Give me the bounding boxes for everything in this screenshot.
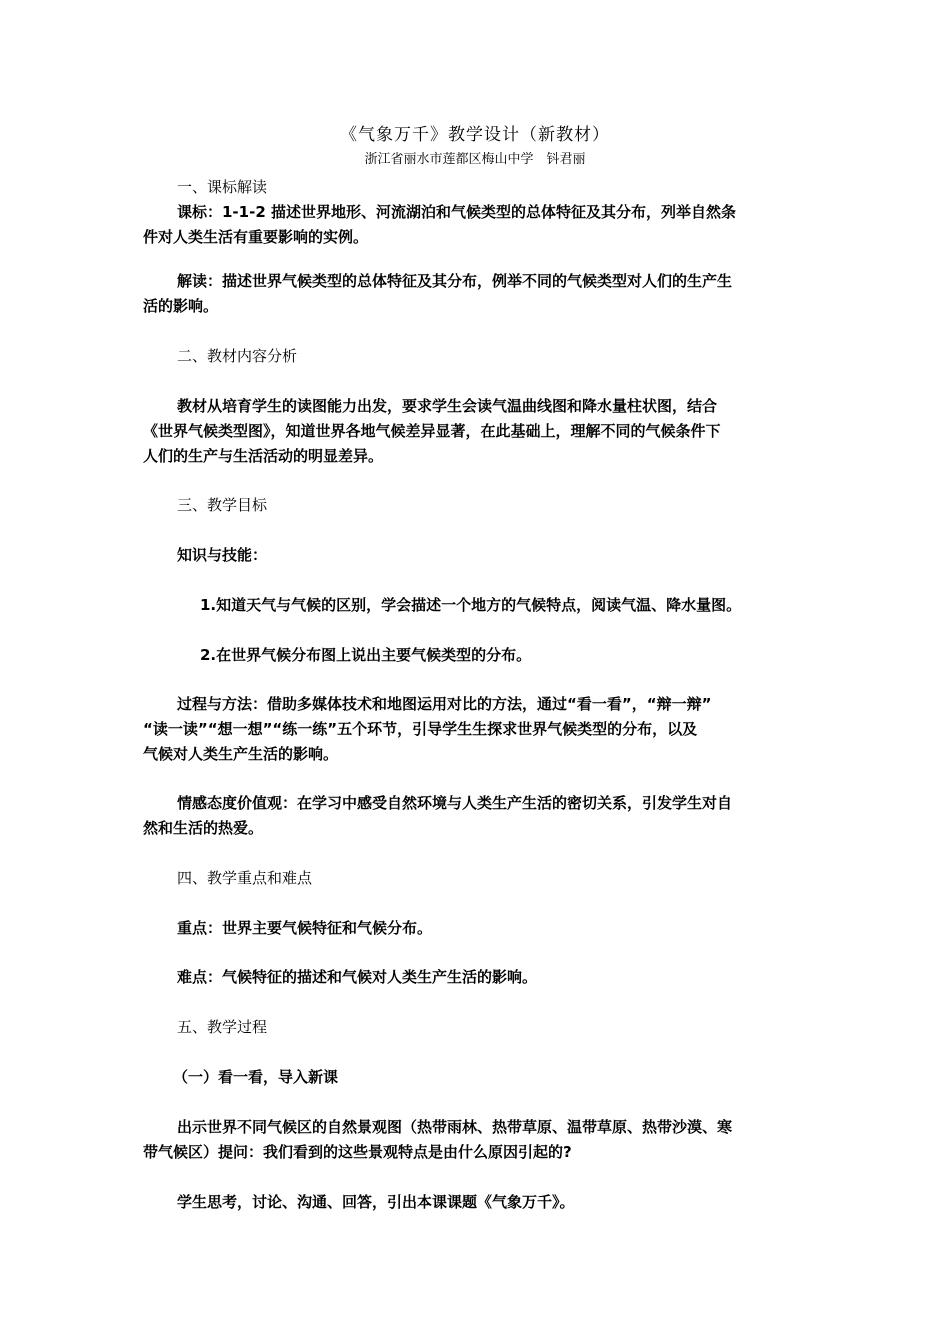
section-heading-key-difficult-points: 四、教学重点和难点 bbox=[177, 869, 313, 887]
key-point: 重点：世界主要气候特征和气候分布。 bbox=[177, 919, 433, 937]
curriculum-interpretation-paragraph bbox=[143, 269, 803, 319]
text-line: 带气候区）提问：我们看到的这些景观特点是由什么原因引起的? bbox=[143, 1143, 572, 1161]
goal-item-1: 1.知道天气与气候的区别，学会描述一个地方的气候特点，阅读气温、降水量图。 bbox=[200, 596, 742, 614]
text-line: 教材从培育学生的读图能力出发，要求学生会读气温曲线图和降水量柱状图，结合 bbox=[177, 397, 718, 415]
text-line: 情感态度价值观：在学习中感受自然环境与人类生产生活的密切关系，引发学生对自 bbox=[177, 794, 733, 812]
process-methods-paragraph bbox=[143, 692, 803, 767]
text-line: 《世界气候类型图》，知道世界各地气候差异显著，在此基础上，理解不同的气候条件下 bbox=[143, 422, 721, 440]
goal-item-2: 2.在世界气候分布图上说出主要气候类型的分布。 bbox=[200, 646, 532, 664]
difficult-point: 难点：气候特征的描述和气候对人类生产生活的影响。 bbox=[177, 968, 538, 986]
text-line: “读一读”“想一想”“练一练”五个环节，引导学生生探求世界气候类型的分布，以及 bbox=[143, 720, 698, 738]
section-heading-textbook-analysis: 二、教材内容分析 bbox=[177, 347, 298, 365]
process-step-1-content bbox=[143, 1115, 803, 1165]
knowledge-skills-label: 知识与技能： bbox=[177, 546, 268, 564]
section-heading-teaching-goals: 三、教学目标 bbox=[177, 496, 268, 514]
process-step-1-response: 学生思考，讨论、沟通、回答，引出本课课题《气象万千》。 bbox=[177, 1193, 575, 1211]
text-line: 解读：描述世界气候类型的总体特征及其分布，例举不同的气候类型对人们的生产生 bbox=[177, 272, 733, 290]
textbook-analysis-paragraph bbox=[143, 394, 803, 469]
text-line: 件对人类生活有重要影响的实例。 bbox=[143, 228, 369, 246]
text-line: 气候对人类生产生活的影响。 bbox=[143, 745, 339, 763]
process-step-1-title: （一）看一看，导入新课 bbox=[173, 1068, 339, 1086]
document-title: 《气象万千》教学设计（新教材） bbox=[340, 125, 610, 145]
emotion-values-paragraph bbox=[143, 791, 803, 841]
section-heading-teaching-process: 五、教学过程 bbox=[177, 1018, 268, 1036]
text-line: 然和生活的热爱。 bbox=[143, 819, 264, 837]
text-line: 出示世界不同气候区的自然景观图（热带雨林、热带草原、温带草原、热带沙漠、寒 bbox=[177, 1118, 733, 1136]
curriculum-standard-paragraph bbox=[143, 200, 803, 250]
document-author: 浙江省丽水市莲都区梅山中学 钭君丽 bbox=[364, 152, 586, 167]
text-line: 人们的生产与生活活动的明显差异。 bbox=[143, 447, 384, 465]
text-line: 过程与方法：借助多媒体技术和地图运用对比的方法，通过“看一看”，“辩一辩” bbox=[177, 695, 712, 713]
text-line: 课标：1-1-2 描述世界地形、河流湖泊和气候类型的总体特征及其分布，列举自然条 bbox=[177, 203, 736, 221]
section-heading-curriculum: 一、课标解读 bbox=[177, 178, 268, 196]
text-line: 活的影响。 bbox=[143, 297, 219, 315]
